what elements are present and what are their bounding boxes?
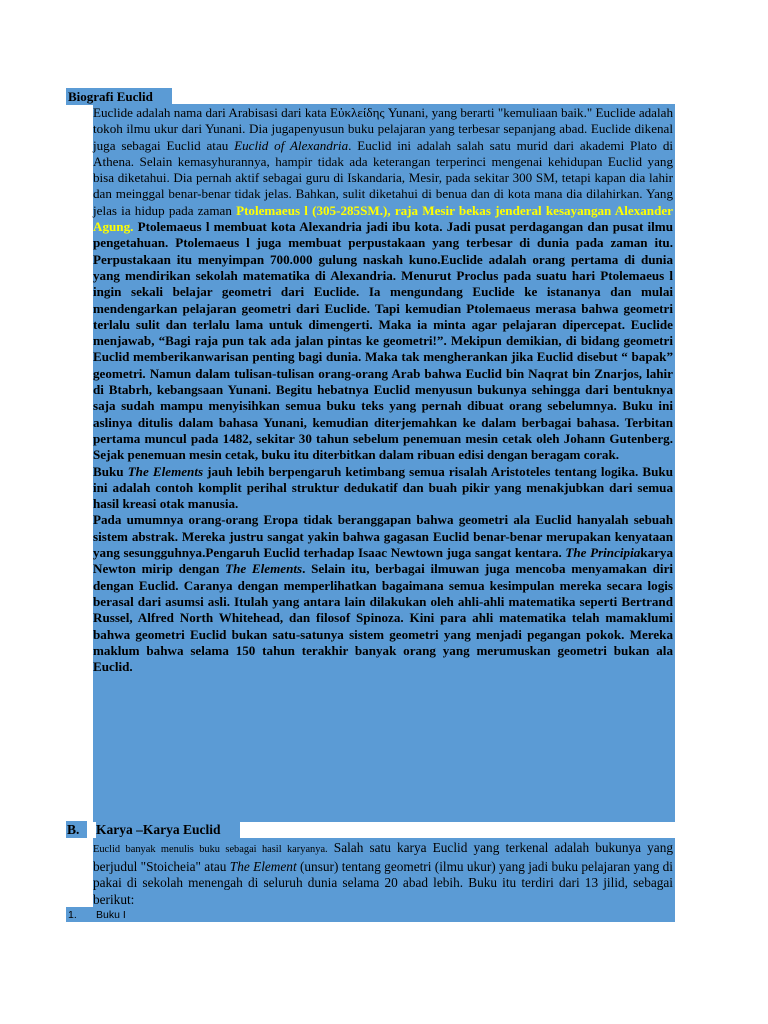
works-italic-title: The Element <box>229 858 297 874</box>
section-b-label: B. <box>67 822 80 837</box>
p3-italic-principia: The Principia <box>565 545 641 561</box>
biography-text-block <box>93 104 675 822</box>
section-b-title: Karya –Karya Euclid <box>96 822 221 837</box>
biography-paragraph-1 <box>93 105 673 464</box>
biography-paragraph-2 <box>93 464 673 513</box>
p2-text-2: jauh lebih berpengaruh ketimbang semua risalah Aristoteles tentang logika. Buku ini adalah contoh komplit perihal struktur dedukatif dan buah pikir yang menakjubkan dari semua hasil kreasi otak manusia. <box>93 463 673 512</box>
p3-italic-elements: The Elements <box>225 561 303 577</box>
works-intro-small: Euclid banyak menulis buku sebagai hasil karyanya. <box>93 844 328 855</box>
p3-text-2: karya Newton mirip dengan <box>93 545 674 577</box>
p2-text-1: Buku <box>93 463 128 479</box>
p2-italic-title: The Elements <box>127 463 204 479</box>
p3-text-1: Pada umumnya orang-orang Eropa tidak beranggapan bahwa geometri ala Euclid hanyalah sebuah sistem abstrak. Mereka justru sangat yakin bahwa gagasan Euclid benar-benar merupakan kenyataan yang sesungguhnya.Pengaruh Euclid terhadap Isaac Newtown juga sangat kentara. <box>93 512 673 561</box>
p1-text-2: . Euclid ini adalah salah satu murid dari akademi Plato di Athena. Selain kemasyhurannya, hampir tidak ada keterangan terperinci mengenai kehidupan Euclid yang bisa diketahui. Dia pernah aktif sebagai guru di Iskandaria, Mesir, pada sekitar 300 SM, tetapi kapan dia lahir dan meinggal benar-benar tidak jelas. Bahkan, sulit diketahui di benua dan di kota mana dia dilahirkan. Yang jelas ia hidup pada zaman <box>93 137 673 218</box>
p1-highlighted-text: Ptolemaeus l (305-285SM.), raja Mesir bekas jenderal kesayangan Alexander Agung. <box>93 202 673 235</box>
p1-bold-text: Ptolemaeus l membuat kota Alexandria jadi ibu kota. Jadi pusat perdagangan dan pusat ilmu pengetahuan. Ptolemaeus l juga membuat perpustakaan yang terbesar di dunia pada zaman itu. Perpustakaan itu menyimpan 700.000 gulung naskah kuno.Euclide adalah orang pertama di dunia yang mendirikan sekolah matematika di Alexandria. Menurut Proclus pada suatu hari Ptolemaeus l ingin sekali belajar geometri dari Euclide. Ia mengundang Euclide ke istananya dan mulai mendengarkan pelajaran geometri dari Euclide. Tapi kemudian Ptolemaeus merasa bahwa geometri terlalu sulit dan terlalu lama untuk dimengerti. Maka ia minta agar pelajaran dipercepat. Euclide menjawab, “Bagi raja pun tak ada jalan pintas ke geometri!”. Mekipun demikian, di bidang geometri Euclid memberikanwarisan penting bagi dunia. Maka tak mengherankan jika Euclid disebut “ bapak” geometri. Namun dalam tulisan-tulisan orang-orang Arab bahwa Euclid bin Naqrat bin Znarjos, lahir di Btabrh, kebangsaan Yunani. Begitu hebatnya Euclid menyusun bukunya sehingga dari bentuknya saja sudah mampu menyisihkan semua buku teks yang pernah dibuat orang sebelumnya. Buku ini aslinya ditulis dalam bahasa Yunani, kemudian diterjemahkan ke dalam berbagai bahasa. Terbitan pertama muncul pada 1482, sekitar 30 tahun sebelum penemuan mesin cetak oleh Johann Gutenberg. Sejak penemuan mesin cetak, buku itu diterbitkan dalam ribuan edisi dengan beragam corak. <box>93 219 673 463</box>
p1-text-1: Euclide adalah nama dari Arabisasi dari kata Εὐκλείδης Yunani, yang berarti "kemuliaan baik." Euclide adalah tokoh ilmu ukur dari Yunani. Dia jugapenyusun buku pelajaran yang terbesar sepanjang abad. Euclide dikenal juga sebagai Euclid atau <box>93 105 673 153</box>
works-text-2: (unsur) tentang geometri (ilmu ukur) yang jadi buku pelajaran yang di pakai di sekolah menengah di seluruh dunia selama 20 abad lebih. Buku itu terdiri dari 13 jilid, sebagai berikut: <box>93 858 673 907</box>
list-item-text: Buku I <box>96 909 126 921</box>
biography-paragraph-3 <box>93 512 673 675</box>
p3-text-3: . Selain itu, berbagai ilmuwan juga mencoba menyamakan diri dengan Euclid. Caranya dengan memperlihatkan bagaimana semua kesimpulan mereka secara logis berasal dari asumsi asli. Itulah yang antara lain dilakukan oleh ahli-ahli matematika seperti Bertrand Russel, Alfred North Whitehead, dan filosof Spinoza. Kini para ahli matematika telah mamaklumi bahwa geometri Euclid bukan satu-satunya sistem geometri yang menjadi pegangan pokok. Mereka maklum bahwa selama 150 tahun terakhir banyak orang yang merumuskan geometri bukan ala Euclid. <box>93 561 674 675</box>
p1-italic-name: Euclid of Alexandria <box>234 137 349 153</box>
section-title-biografi: Biografi Euclid <box>68 89 153 104</box>
works-text-1: Salah satu karya Euclid yang terkenal adalah bukunya yang berjudul "Stoicheia" atau <box>93 840 673 874</box>
list-item-number: 1. <box>68 909 77 921</box>
